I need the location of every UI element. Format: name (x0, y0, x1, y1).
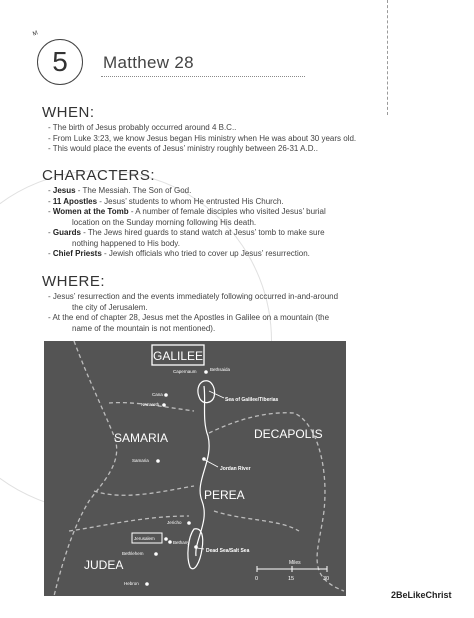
jordan-river-line (196, 386, 209, 556)
region-label-samaria: SAMARIA (114, 431, 169, 445)
lesson-number: 5 (52, 46, 68, 77)
city-dot (154, 552, 158, 556)
city-dot (145, 582, 149, 586)
character-item: - Chief Priests - Jewish officials who tried to cover up Jesus’ resurrection. (48, 249, 310, 258)
character-desc-cont: nothing happened to His body. (72, 238, 180, 248)
when-item: - The birth of Jesus probably occurred around 4 B.C.. (48, 123, 237, 132)
map (44, 341, 346, 596)
city-dot (164, 537, 168, 541)
city-label-cana: Cana (152, 392, 163, 397)
character-desc: - Jewish officials who tried to cover up Jesus’ resurrection. (101, 249, 310, 258)
character-desc: - The Messiah. The Son of God. (75, 186, 192, 195)
character-name: Women at the Tomb (52, 207, 129, 216)
region-border (214, 511, 299, 531)
city-dot (164, 393, 168, 397)
corner-letter: M (32, 30, 39, 38)
character-desc: - The Jews hired guards to stand watch at Jesus’ tomb to make sure (80, 228, 325, 237)
page-title: Matthew 28 (103, 53, 194, 72)
character-name: Guards (52, 228, 81, 237)
scale-tick-label: 0 (255, 576, 259, 582)
when-item: - This would place the events of Jesus’ ministry roughly between 26-31 A.D.. (48, 144, 318, 153)
scale-tick-label: 15 (288, 576, 295, 582)
character-desc-cont: location on the Sunday morning following His death. (72, 217, 257, 227)
city-dot (168, 540, 172, 544)
where-text: - Jesus’ resurrection and the events immediately following occurred in-and-around (48, 292, 339, 301)
when-heading: WHEN: (42, 104, 95, 121)
city-label-hebron: Hebron (124, 581, 139, 586)
city-label-jerusalem: Jerusalem (134, 536, 155, 541)
city-dot (187, 521, 191, 525)
character-item: - 11 Apostles - Jesus’ students to whom He entrusted His Church. (48, 196, 284, 206)
where-text-cont: name of the mountain is not mentioned). (72, 323, 216, 333)
water-label-jordan-river: Jordan River (220, 466, 251, 472)
where-text-cont: the city of Jerusalem. (72, 302, 148, 312)
region-label-galilee: GALILEE (152, 349, 204, 363)
character-name: 11 Apostles (52, 196, 98, 206)
character-desc: - A number of female disciples who visited Jesus’ burial (128, 207, 326, 216)
region-label-judea: JUDEA (84, 558, 124, 572)
character-item: - Women at the Tomb - A number of female disciples who visited Jesus’ burial location on the Sunday morning following His death. (48, 207, 326, 227)
region-label-decapolis: DECAPOLIS (254, 427, 323, 441)
region-label-perea: PEREA (204, 488, 245, 502)
title-divider (101, 76, 305, 77)
character-item: - Guards - The Jews hired guards to stand watch at Jesus’ tomb to make sure nothing happened to His body. (48, 228, 325, 248)
city-label-jericho: Jericho (167, 520, 182, 525)
character-name: Jesus (52, 186, 76, 195)
city-label-bethsaida: Bethsaida (210, 367, 231, 372)
scale-unit: Miles (289, 560, 301, 566)
character-name: Chief Priests (52, 249, 102, 258)
where-text: - At the end of chapter 28, Jesus met the Apostles in Galilee on a mountain (the (48, 313, 330, 322)
character-item: - Jesus - The Messiah. The Son of God. (48, 186, 192, 195)
city-label-samaria: Samaria (132, 458, 149, 463)
where-item (44, 313, 338, 334)
water-label-dead-sea: Dead Sea/Salt Sea (206, 548, 250, 554)
where-list (44, 292, 338, 334)
characters-list (44, 186, 326, 260)
region-border (94, 486, 194, 495)
character-desc: - Jesus’ students to whom He entrusted His Church. (97, 196, 284, 206)
water-label-sea-of-galilee: Sea of Galilee/Tiberias (225, 397, 279, 403)
scale-tick-label: 30 (323, 576, 330, 582)
city-label-bethlehem: Bethlehem (122, 551, 144, 556)
characters-heading: CHARACTERS: (42, 167, 156, 184)
sea-of-galilee-shape (198, 381, 215, 403)
city-label-bethany: Bethany (173, 540, 190, 545)
lesson-number-badge (37, 39, 83, 85)
city-label-nazareth: Nazareth (141, 402, 160, 407)
map-svg (44, 341, 346, 596)
decorative-dashed-line (387, 0, 388, 115)
where-heading: WHERE: (42, 273, 105, 290)
city-label-capernaum: Capernaum (173, 369, 197, 374)
city-dot (162, 403, 166, 407)
city-dot (204, 370, 208, 374)
city-dot (156, 459, 160, 463)
where-item (44, 292, 338, 313)
when-list (44, 123, 356, 155)
when-item: - From Luke 3:23, we know Jesus began His ministry when He was about 30 years old. (48, 133, 357, 143)
brand-logo-text: 2BeLikeChrist (391, 590, 452, 600)
